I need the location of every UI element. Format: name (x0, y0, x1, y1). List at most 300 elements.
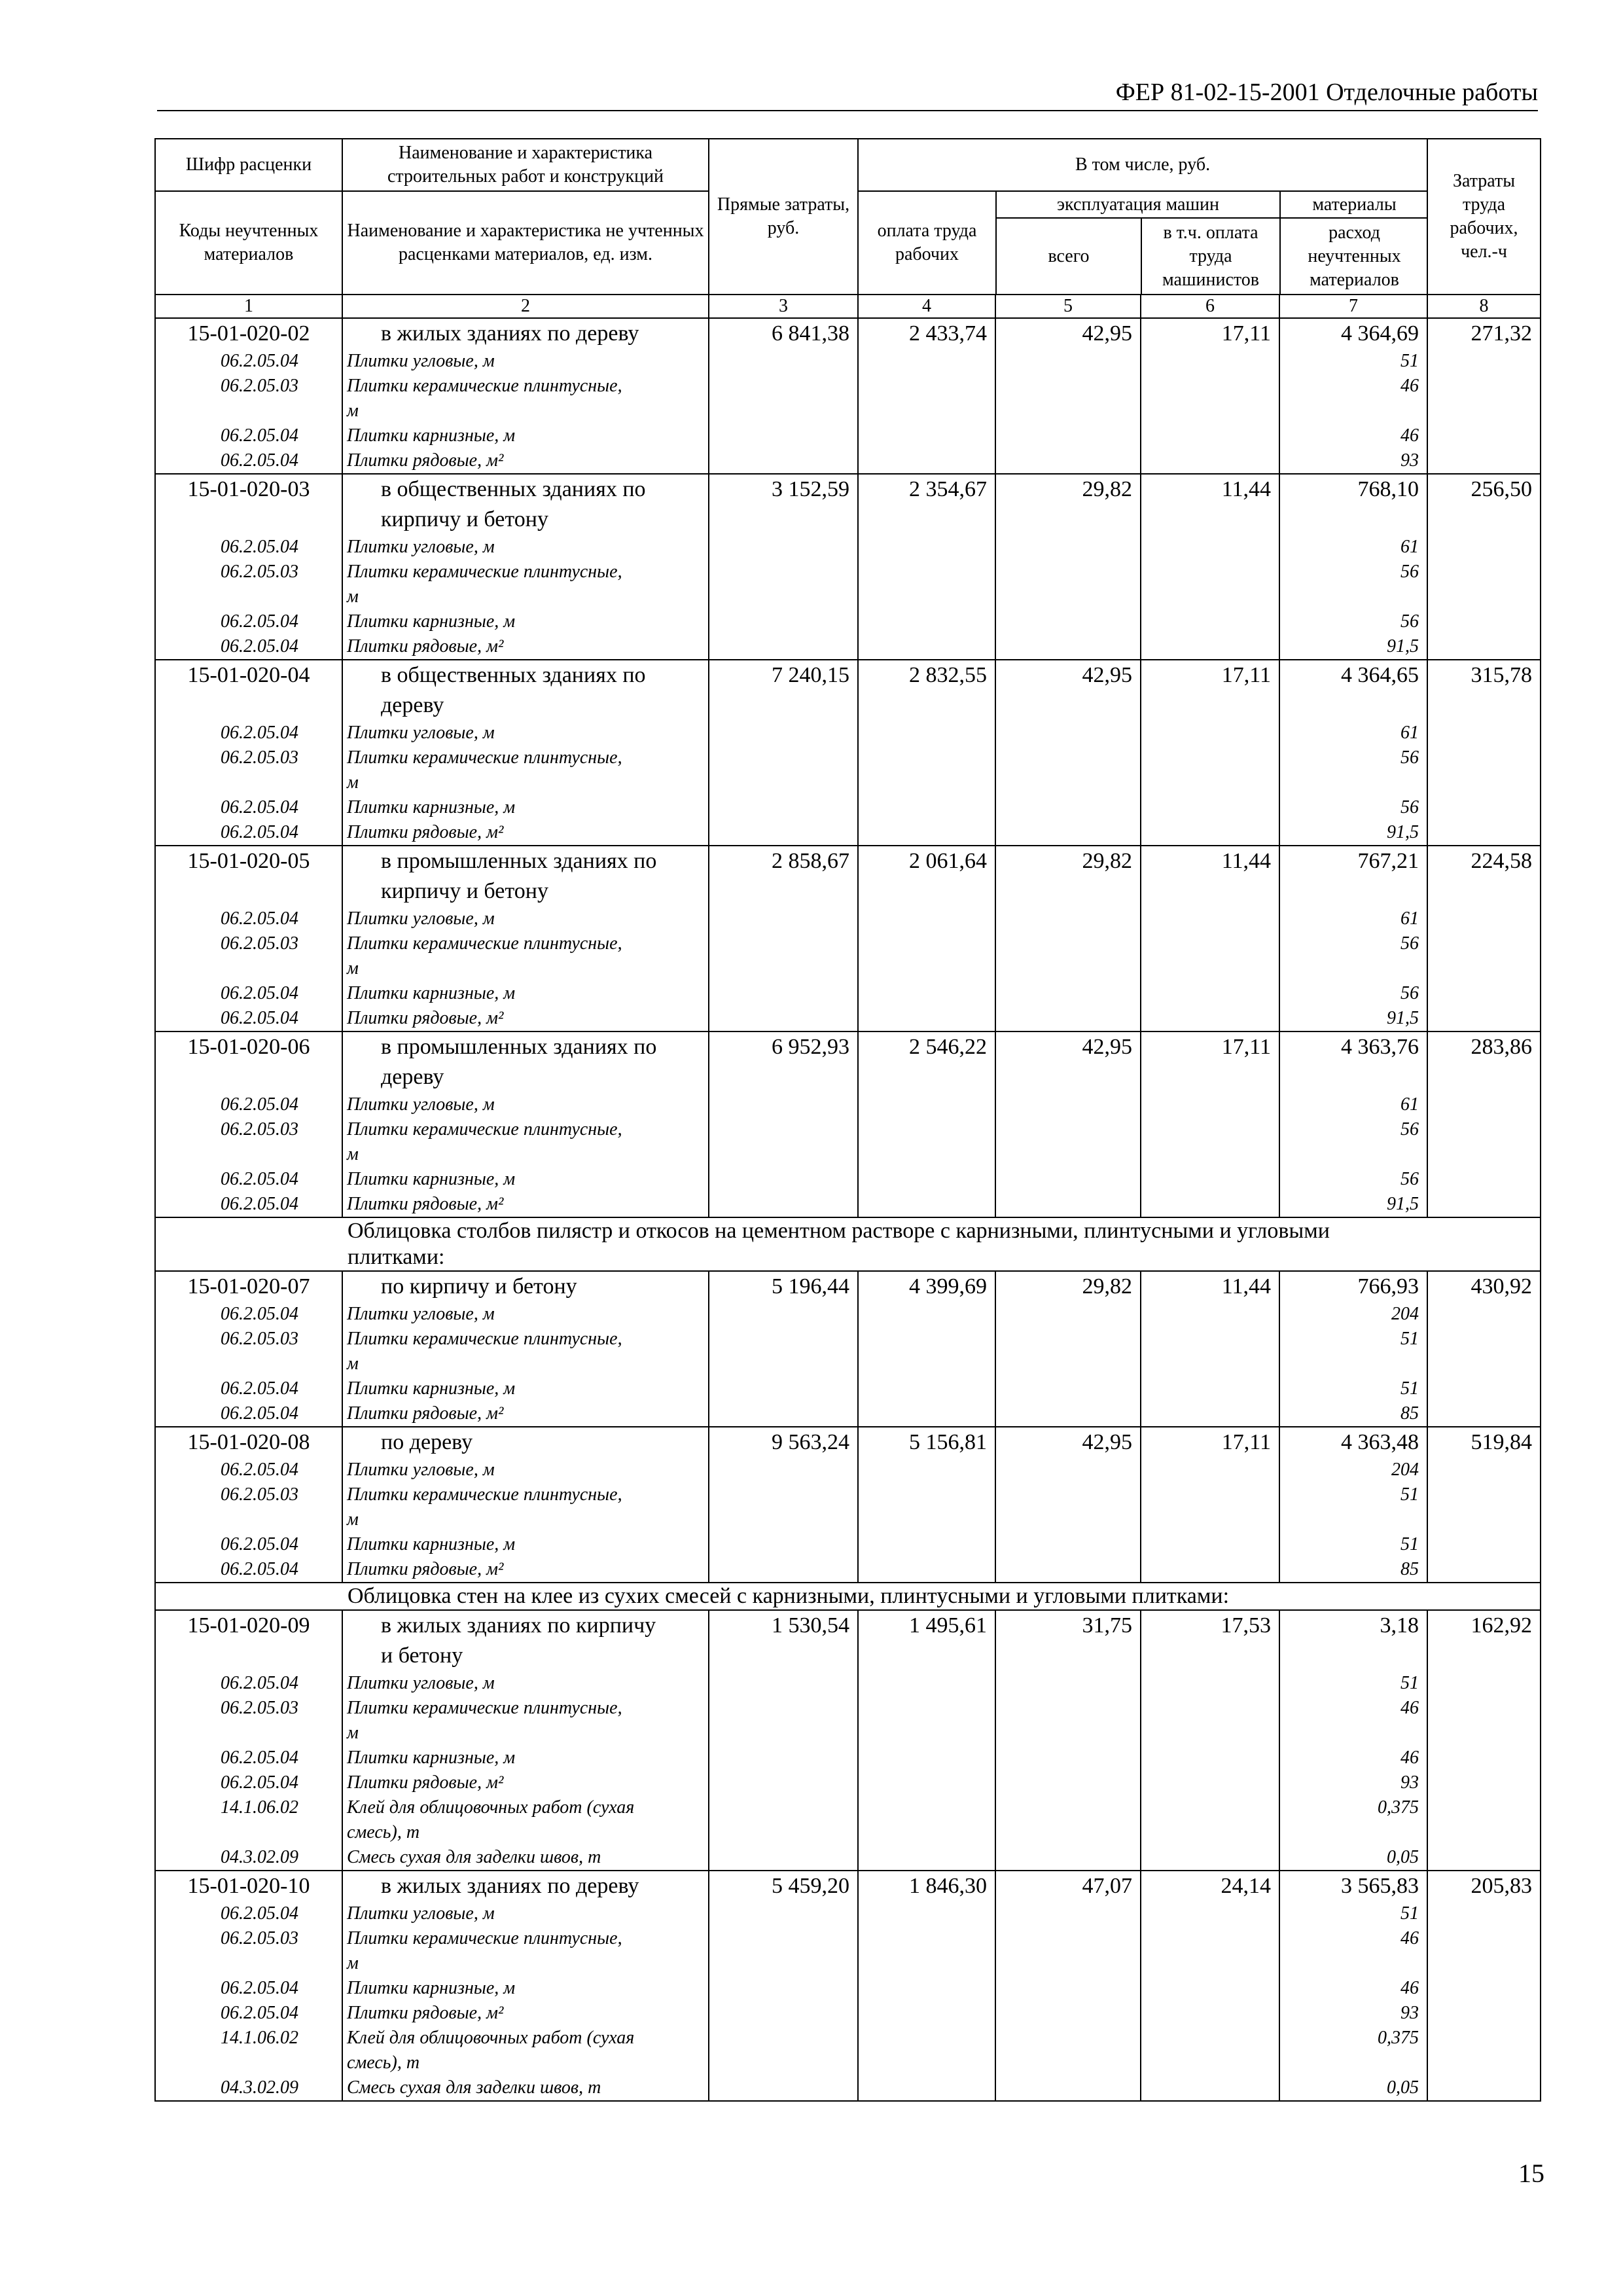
material-quantity: 51 (1279, 1901, 1427, 1926)
material-row (155, 1671, 1541, 1696)
material-name (342, 634, 709, 660)
line-1: Плитки карнизные, м (347, 611, 516, 632)
empty-cell (1427, 1401, 1541, 1427)
material-code: 04.3.02.09 (155, 1845, 342, 1871)
empty-cell (1141, 1167, 1279, 1192)
empty-cell (858, 1376, 995, 1401)
column-number-row (155, 295, 1541, 318)
header-materials: материалы (1280, 192, 1427, 218)
column-number: 6 (1141, 295, 1279, 318)
rate-labor: 1 495,61 (858, 1610, 995, 1671)
empty-cell (1427, 1532, 1541, 1557)
empty-cell (1427, 981, 1541, 1006)
material-name (342, 1376, 709, 1401)
empty-cell (858, 1192, 995, 1217)
empty-cell (1141, 1845, 1279, 1871)
empty-cell (1141, 795, 1279, 820)
rate-machines: 42,95 (995, 660, 1141, 721)
material-quantity: 85 (1279, 1401, 1427, 1427)
line-1: Плитки карнизные, м (347, 1169, 516, 1189)
material-name (342, 795, 709, 820)
material-row (155, 1557, 1541, 1583)
line-1: Плитки керамические плинтусные, (347, 1698, 622, 1718)
material-name (342, 423, 709, 448)
empty-cell (1141, 374, 1279, 423)
empty-cell (709, 1671, 858, 1696)
material-code: 06.2.05.03 (155, 1482, 342, 1532)
line-1: Плитки угловые, м (347, 1304, 495, 1324)
empty-cell (709, 1327, 858, 1376)
line-1: Плитки рядовые, м² (347, 450, 504, 471)
line-1: Плитки угловые, м (347, 351, 495, 371)
section-heading-row (155, 1583, 1541, 1610)
material-row (155, 1482, 1541, 1532)
rates-table (154, 138, 1541, 2102)
material-row (155, 1117, 1541, 1167)
section-heading (342, 1217, 1541, 1271)
material-row (155, 1696, 1541, 1746)
empty-cell (1427, 1376, 1541, 1401)
section-heading-line-2: плитками: (348, 1245, 445, 1269)
empty-cell (709, 609, 858, 634)
rate-labor: 2 061,64 (858, 846, 995, 906)
material-quantity: 56 (1279, 1117, 1427, 1167)
material-row (155, 1167, 1541, 1192)
material-quantity: 0,375 (1279, 1795, 1427, 1845)
rate-hours: 315,78 (1427, 660, 1541, 721)
empty-cell (1427, 2026, 1541, 2075)
material-code: 06.2.05.04 (155, 795, 342, 820)
empty-cell (709, 1746, 858, 1770)
header-labor-pay: оплата труда рабочих (859, 192, 996, 294)
material-code: 06.2.05.04 (155, 1976, 342, 2001)
rate-materials: 768,10 (1279, 474, 1427, 535)
rate-name (342, 846, 709, 906)
empty-cell (858, 1671, 995, 1696)
material-quantity: 61 (1279, 535, 1427, 560)
empty-cell (995, 1795, 1141, 1845)
empty-cell (858, 423, 995, 448)
line-1: Плитки керамические плинтусные, (347, 747, 622, 768)
material-name (342, 2026, 709, 2075)
rate-hours: 519,84 (1427, 1427, 1541, 1458)
line-1: Смесь сухая для заделки швов, т (347, 1847, 601, 1867)
empty-cell (995, 1746, 1141, 1770)
line-2: м (347, 1354, 359, 1374)
material-quantity: 56 (1279, 931, 1427, 981)
line-1: Плитки керамические плинтусные, (347, 933, 622, 954)
empty-cell (995, 906, 1141, 931)
material-code: 06.2.05.04 (155, 1167, 342, 1192)
rate-hours: 205,83 (1427, 1871, 1541, 1901)
material-row (155, 2026, 1541, 2075)
empty-cell (995, 1845, 1141, 1871)
column-number: 2 (342, 295, 709, 318)
line-1: Плитки угловые, м (347, 1903, 495, 1924)
material-name (342, 931, 709, 981)
running-header: ФЕР 81-02-15-2001 Отделочные работы (1115, 79, 1538, 106)
empty-cell (1141, 1192, 1279, 1217)
empty-cell (1141, 1092, 1279, 1117)
material-name (342, 1092, 709, 1117)
empty-cell (858, 609, 995, 634)
column-number: 8 (1427, 295, 1541, 318)
material-row (155, 721, 1541, 745)
empty-cell (995, 1006, 1141, 1031)
material-code: 06.2.05.04 (155, 634, 342, 660)
empty-cell (995, 1192, 1141, 1217)
material-row (155, 609, 1541, 634)
rate-materials: 766,93 (1279, 1271, 1427, 1302)
empty-cell (1427, 1117, 1541, 1167)
rate-materials: 3 565,83 (1279, 1871, 1427, 1901)
empty-cell (1141, 1901, 1279, 1926)
material-row (155, 1901, 1541, 1926)
header-materials-usage: расход неучтенных материалов (1308, 222, 1401, 290)
page-number: 15 (1518, 2159, 1544, 2188)
line-2: кирпичу и бетону (381, 507, 548, 531)
empty-cell (858, 535, 995, 560)
empty-cell (709, 2075, 858, 2101)
empty-cell (1141, 560, 1279, 609)
rate-code: 15-01-020-06 (155, 1031, 342, 1092)
material-name (342, 1746, 709, 1770)
empty-cell (1141, 820, 1279, 846)
header-machinists-pay: в т.ч. оплата труда машинистов (1141, 218, 1280, 294)
material-row (155, 1746, 1541, 1770)
material-row (155, 1327, 1541, 1376)
line-2: м (347, 401, 359, 421)
material-row (155, 1092, 1541, 1117)
empty-cell (709, 1901, 858, 1926)
rate-row (155, 1610, 1541, 1671)
rate-machinists: 17,11 (1141, 1031, 1279, 1092)
material-quantity: 91,5 (1279, 1192, 1427, 1217)
empty-cell (1427, 1192, 1541, 1217)
rate-name (342, 318, 709, 349)
rate-direct: 5 196,44 (709, 1271, 858, 1302)
empty-cell (709, 1770, 858, 1795)
line-2: м (347, 772, 359, 793)
empty-cell (858, 1167, 995, 1192)
material-name (342, 1401, 709, 1427)
empty-cell (1141, 1482, 1279, 1532)
line-1: Плитки керамические плинтусные, (347, 376, 622, 396)
material-quantity: 91,5 (1279, 634, 1427, 660)
line-2: м (347, 1509, 359, 1530)
empty-cell (858, 2026, 995, 2075)
material-code: 06.2.05.03 (155, 1117, 342, 1167)
empty-cell (1427, 1901, 1541, 1926)
material-name (342, 2075, 709, 2101)
material-quantity: 93 (1279, 2001, 1427, 2026)
material-name (342, 906, 709, 931)
empty-cell (995, 1557, 1141, 1583)
empty-cell (858, 560, 995, 609)
material-code: 06.2.05.03 (155, 560, 342, 609)
empty-cell (1427, 1092, 1541, 1117)
empty-cell (858, 349, 995, 374)
line-2: м (347, 1723, 359, 1743)
empty-cell (1427, 349, 1541, 374)
material-name (342, 1926, 709, 1976)
empty-cell (995, 609, 1141, 634)
empty-cell (709, 1401, 858, 1427)
empty-cell (1427, 560, 1541, 609)
empty-cell (1427, 1926, 1541, 1976)
rate-row (155, 1871, 1541, 1901)
material-quantity: 204 (1279, 1458, 1427, 1482)
empty-cell (1427, 906, 1541, 931)
material-quantity: 51 (1279, 1327, 1427, 1376)
line-2: м (347, 1144, 359, 1164)
material-quantity: 56 (1279, 560, 1427, 609)
material-quantity: 93 (1279, 448, 1427, 474)
empty-cell (858, 1926, 995, 1976)
empty-cell (858, 820, 995, 846)
line-1: Плитки рядовые, м² (347, 1559, 504, 1579)
material-name (342, 1302, 709, 1327)
rate-code: 15-01-020-05 (155, 846, 342, 906)
material-row (155, 1845, 1541, 1871)
line-1: Плитки карнизные, м (347, 425, 516, 446)
empty-cell (709, 1117, 858, 1167)
material-row (155, 349, 1541, 374)
material-code: 06.2.05.04 (155, 1401, 342, 1427)
empty-cell (995, 795, 1141, 820)
empty-cell (1427, 1696, 1541, 1746)
material-name (342, 1192, 709, 1217)
empty-cell (1427, 1976, 1541, 2001)
empty-cell (858, 1532, 995, 1557)
material-row (155, 374, 1541, 423)
material-quantity: 0,375 (1279, 2026, 1427, 2075)
empty-cell (709, 820, 858, 846)
empty-cell (995, 1482, 1141, 1532)
empty-cell (709, 1092, 858, 1117)
rate-name (342, 1031, 709, 1092)
empty-cell (858, 1557, 995, 1583)
empty-cell (709, 981, 858, 1006)
section-heading-row (155, 1217, 1541, 1271)
material-name (342, 349, 709, 374)
line-2: дереву (381, 1065, 444, 1089)
empty-cell (1141, 1557, 1279, 1583)
section-heading (342, 1583, 1541, 1610)
material-name (342, 1117, 709, 1167)
empty-cell (995, 981, 1141, 1006)
empty-cell (995, 721, 1141, 745)
material-name (342, 1770, 709, 1795)
line-1: Плитки керамические плинтусные, (347, 1329, 622, 1349)
line-1: в общественных зданиях по (381, 663, 646, 687)
rate-code: 15-01-020-07 (155, 1271, 342, 1302)
empty-cell (858, 1117, 995, 1167)
rate-direct: 9 563,24 (709, 1427, 858, 1458)
material-name (342, 535, 709, 560)
line-1: Плитки угловые, м (347, 723, 495, 743)
empty-cell (1141, 1458, 1279, 1482)
material-name (342, 820, 709, 846)
rate-machinists: 17,11 (1141, 1427, 1279, 1458)
empty-cell (995, 1117, 1141, 1167)
material-quantity: 51 (1279, 1671, 1427, 1696)
empty-cell (709, 2001, 858, 2026)
material-row (155, 2075, 1541, 2101)
empty-cell (995, 1376, 1141, 1401)
empty-cell (1141, 931, 1279, 981)
empty-cell (1141, 1006, 1279, 1031)
rate-hours: 430,92 (1427, 1271, 1541, 1302)
empty-cell (709, 1795, 858, 1845)
empty-cell (858, 1302, 995, 1327)
empty-cell (709, 1192, 858, 1217)
material-code: 06.2.05.04 (155, 981, 342, 1006)
empty-cell (858, 1770, 995, 1795)
table-header (155, 139, 1541, 318)
empty-cell (709, 721, 858, 745)
material-code: 06.2.05.03 (155, 374, 342, 423)
empty-cell (1427, 448, 1541, 474)
rate-materials: 767,21 (1279, 846, 1427, 906)
empty-cell (995, 1532, 1141, 1557)
header-material-name: Наименование и характеристика не учтенных расценками материалов, ед. изм. (342, 191, 709, 295)
rate-name (342, 1427, 709, 1458)
empty-cell (858, 1327, 995, 1376)
empty-cell (1427, 1671, 1541, 1696)
empty-cell (1141, 448, 1279, 474)
line-1: Плитки рядовые, м² (347, 1403, 504, 1424)
rate-row (155, 1271, 1541, 1302)
empty-cell (1141, 2001, 1279, 2026)
empty-cell (1141, 609, 1279, 634)
empty-cell (1141, 535, 1279, 560)
empty-cell (1141, 906, 1279, 931)
material-name (342, 2001, 709, 2026)
rate-machinists: 24,14 (1141, 1871, 1279, 1901)
empty-cell (709, 1845, 858, 1871)
rate-row (155, 1031, 1541, 1092)
empty-cell (995, 560, 1141, 609)
empty-cell (995, 1976, 1141, 2001)
material-quantity: 51 (1279, 349, 1427, 374)
empty-cell (858, 1795, 995, 1845)
rate-materials: 4 363,48 (1279, 1427, 1427, 1458)
material-code: 06.2.05.04 (155, 820, 342, 846)
material-row (155, 560, 1541, 609)
rate-hours: 256,50 (1427, 474, 1541, 535)
rate-machinists: 17,11 (1141, 318, 1279, 349)
empty-cell (858, 1696, 995, 1746)
material-code: 06.2.05.03 (155, 1696, 342, 1746)
line-2: дереву (381, 693, 444, 717)
rate-machines: 47,07 (995, 1871, 1141, 1901)
empty-cell (1141, 2075, 1279, 2101)
material-quantity: 56 (1279, 609, 1427, 634)
line-1: Плитки керамические плинтусные, (347, 1484, 622, 1505)
material-row (155, 1458, 1541, 1482)
header-machines: эксплуатация машин (996, 192, 1280, 218)
empty-cell (858, 721, 995, 745)
empty-cell (858, 2001, 995, 2026)
header-work-name: Наименование и характеристика строительных работ и конструкций (342, 139, 709, 191)
empty-cell (1141, 1696, 1279, 1746)
rate-machines: 31,75 (995, 1610, 1141, 1671)
material-quantity: 61 (1279, 906, 1427, 931)
material-row (155, 535, 1541, 560)
line-1: Плитки карнизные, м (347, 1534, 516, 1554)
rate-name (342, 1271, 709, 1302)
material-row (155, 1192, 1541, 1217)
empty-cell (1427, 423, 1541, 448)
line-2: и бетону (381, 1643, 463, 1668)
empty-cell (995, 1770, 1141, 1795)
material-name (342, 1167, 709, 1192)
empty-cell (1427, 1770, 1541, 1795)
empty-cell (709, 906, 858, 931)
rate-direct: 6 952,93 (709, 1031, 858, 1092)
line-1: в общественных зданиях по (381, 477, 646, 501)
empty-cell (709, 1976, 858, 2001)
material-name (342, 448, 709, 474)
section-spacer (155, 1583, 342, 1610)
material-code: 06.2.05.03 (155, 1327, 342, 1376)
material-name (342, 560, 709, 609)
material-quantity: 51 (1279, 1532, 1427, 1557)
material-row (155, 1302, 1541, 1327)
empty-cell (858, 1746, 995, 1770)
empty-cell (995, 1696, 1141, 1746)
header-subcolumns (858, 191, 1427, 295)
empty-cell (1427, 745, 1541, 795)
material-name (342, 1557, 709, 1583)
empty-cell (1141, 1926, 1279, 1976)
material-code: 06.2.05.03 (155, 745, 342, 795)
material-code: 06.2.05.04 (155, 609, 342, 634)
empty-cell (995, 931, 1141, 981)
empty-cell (1141, 349, 1279, 374)
empty-cell (709, 374, 858, 423)
material-row (155, 1376, 1541, 1401)
empty-cell (1141, 1532, 1279, 1557)
line-1: Плитки карнизные, м (347, 983, 516, 1003)
empty-cell (858, 634, 995, 660)
material-quantity: 46 (1279, 1926, 1427, 1976)
line-1: Плитки угловые, м (347, 1460, 495, 1480)
material-row (155, 1532, 1541, 1557)
empty-cell (1427, 1167, 1541, 1192)
empty-cell (709, 1167, 858, 1192)
empty-cell (1141, 745, 1279, 795)
empty-cell (1141, 1976, 1279, 2001)
empty-cell (1427, 634, 1541, 660)
rate-machinists: 11,44 (1141, 474, 1279, 535)
material-name (342, 1006, 709, 1031)
section-heading-line-1: Облицовка столбов пилястр и откосов на цементном растворе с карнизными, плинтусными и угловыми (348, 1219, 1330, 1243)
line-1: Плитки керамические плинтусные, (347, 562, 622, 582)
line-1: в жилых зданиях по дереву (381, 1874, 639, 1898)
material-quantity: 0,05 (1279, 1845, 1427, 1871)
material-code: 06.2.05.03 (155, 1926, 342, 1976)
empty-cell (858, 1482, 995, 1532)
rate-machines: 42,95 (995, 1031, 1141, 1092)
line-1: в жилых зданиях по дереву (381, 321, 639, 346)
rate-name (342, 1871, 709, 1901)
material-quantity: 51 (1279, 1376, 1427, 1401)
material-quantity: 61 (1279, 721, 1427, 745)
rate-row (155, 846, 1541, 906)
empty-cell (858, 1901, 995, 1926)
